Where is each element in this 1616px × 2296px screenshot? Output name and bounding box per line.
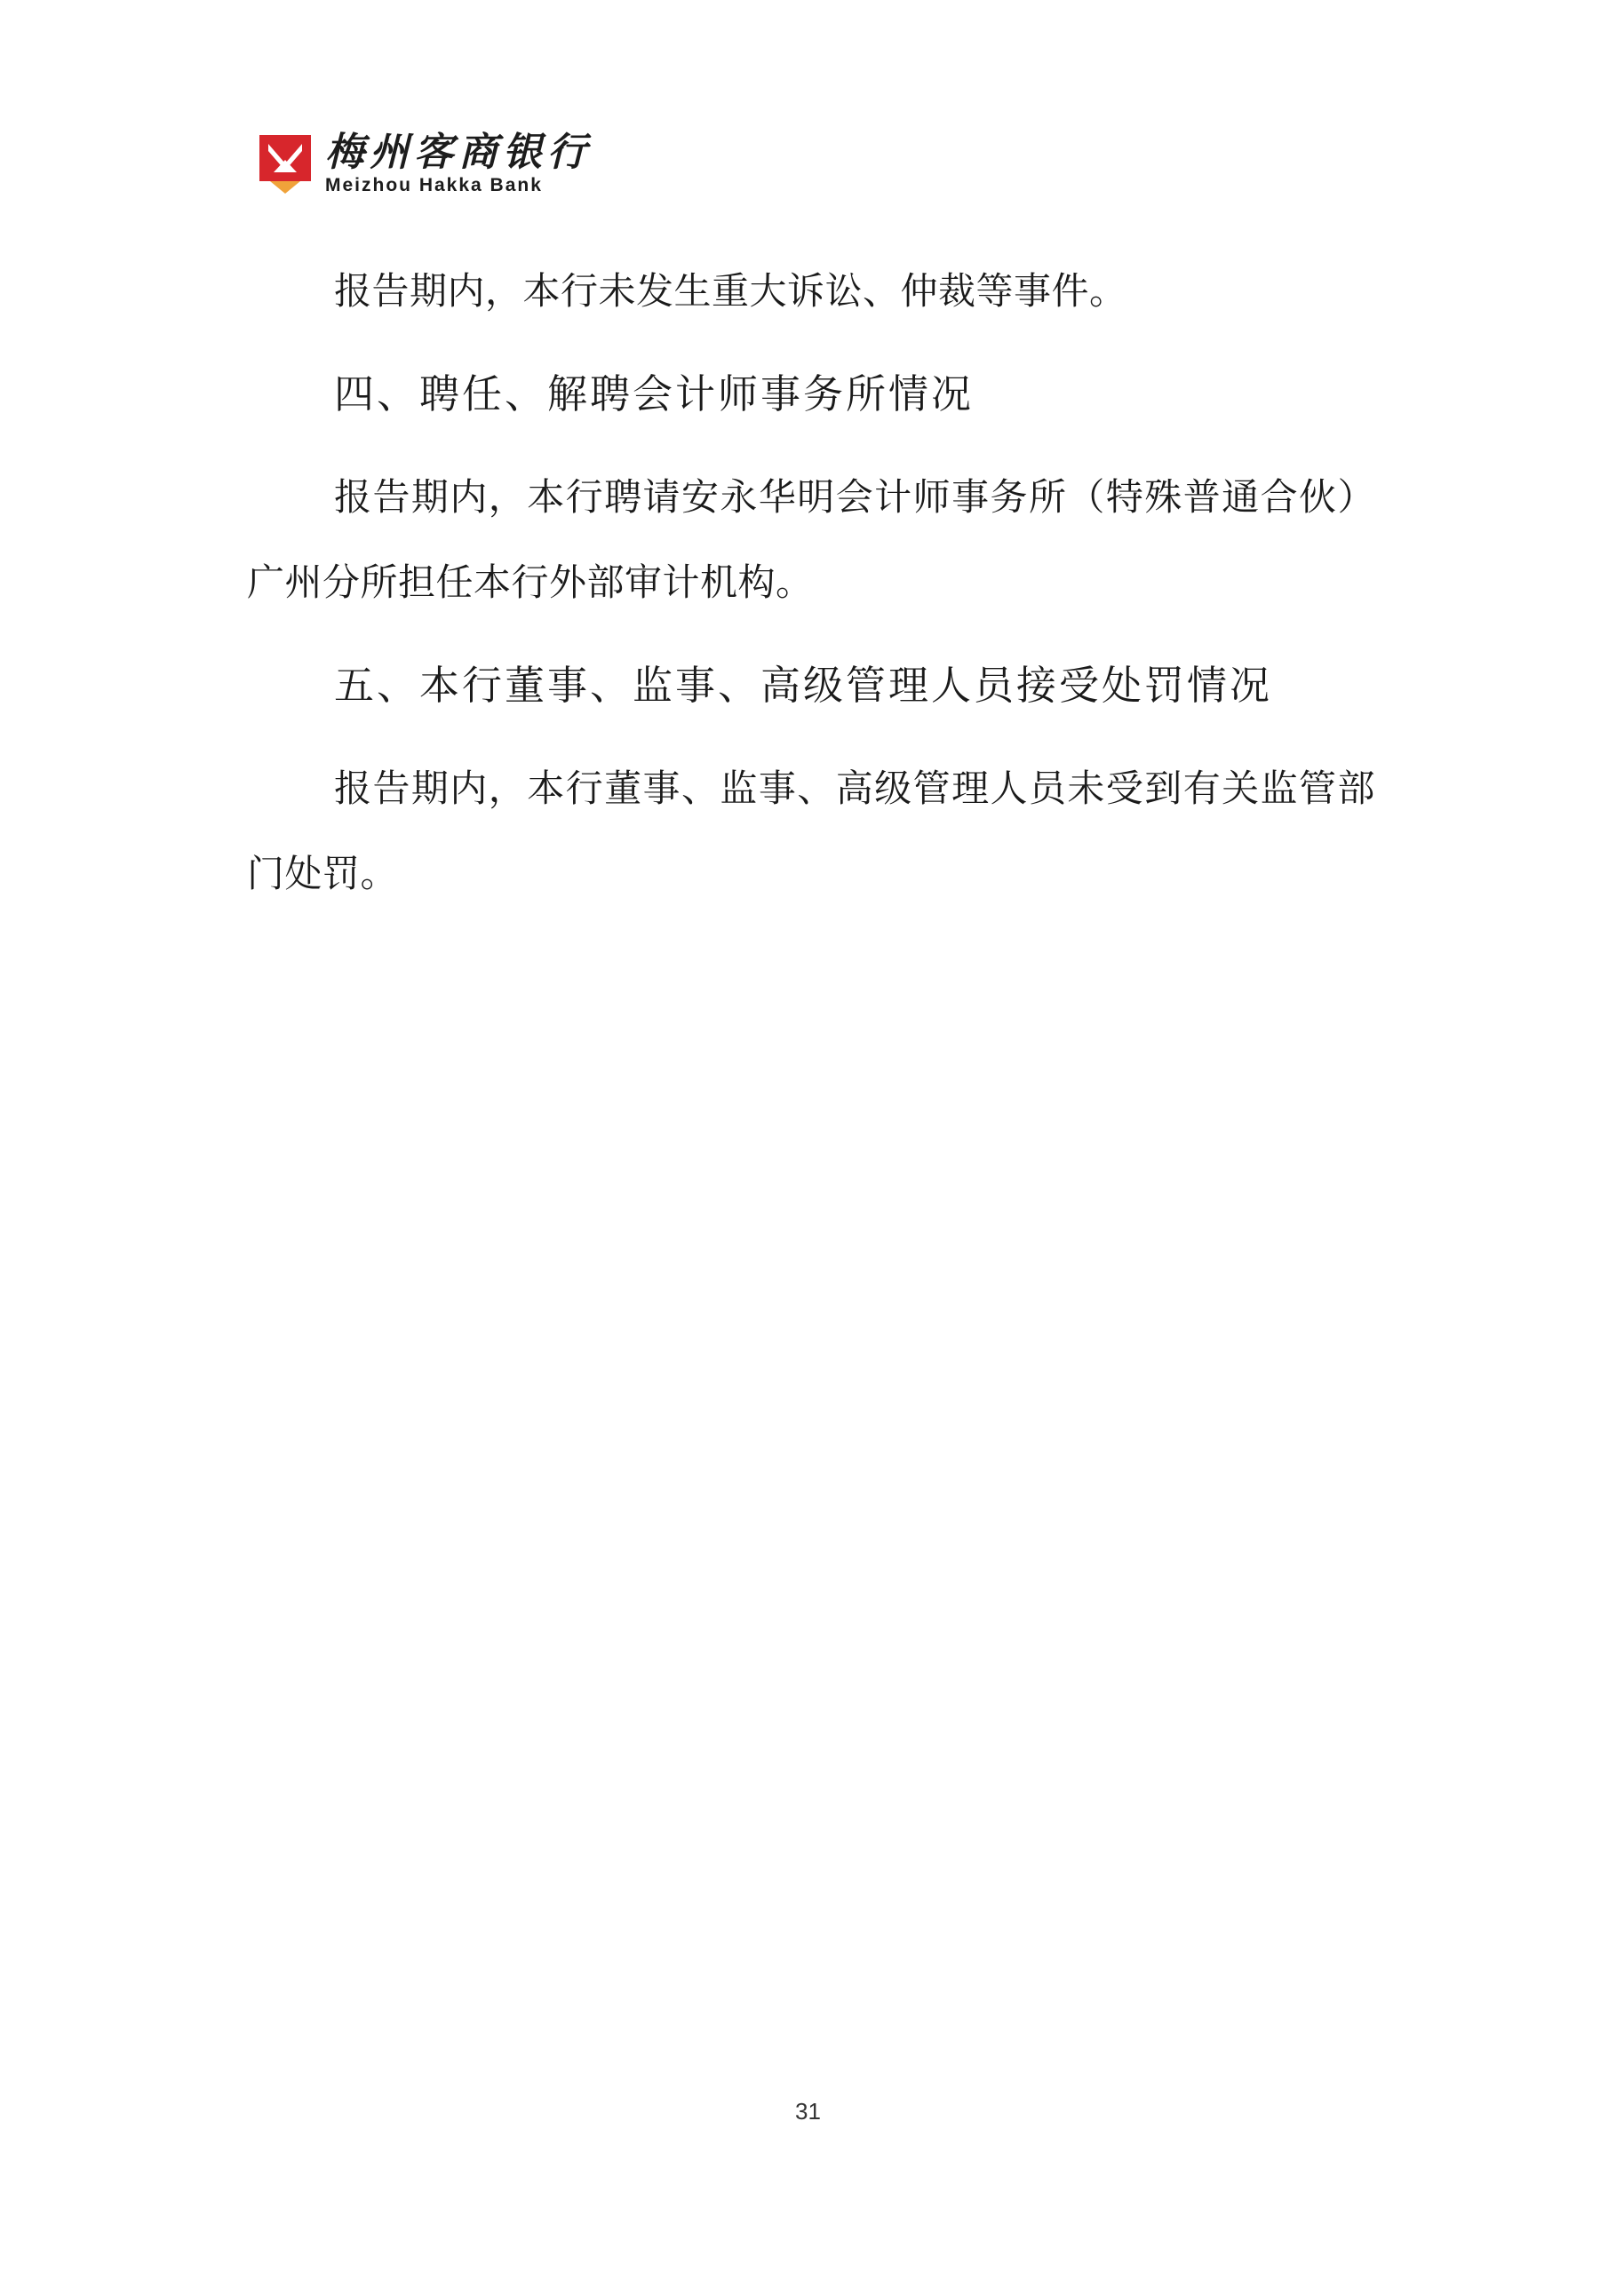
logo-chinese-name: 梅州客商银行 xyxy=(325,130,592,175)
heading-auditor: 四、聘任、解聘会计师事务所情况 xyxy=(334,370,975,417)
heading-penalties: 五、本行董事、监事、高级管理人员接受处罚情况 xyxy=(334,662,1273,709)
paragraph-penalties: 报告期内，本行董事、监事、高级管理人员未受到有关监管部门处罚。 xyxy=(247,767,1375,895)
page-number: 31 xyxy=(795,2098,821,2125)
logo-english-name: Meizhou Hakka Bank xyxy=(325,175,543,195)
logo-text xyxy=(325,132,592,196)
paragraph-auditor: 报告期内，本行聘请安永华明会计师事务所（特殊普通合伙）广州分所担任本行外部审计机构。 xyxy=(247,475,1375,604)
document-body xyxy=(247,249,1375,934)
bank-header xyxy=(258,130,592,195)
paragraph-litigation: 报告期内，本行未发生重大诉讼、仲裁等事件。 xyxy=(334,269,1127,313)
bank-logo-icon xyxy=(258,133,313,195)
